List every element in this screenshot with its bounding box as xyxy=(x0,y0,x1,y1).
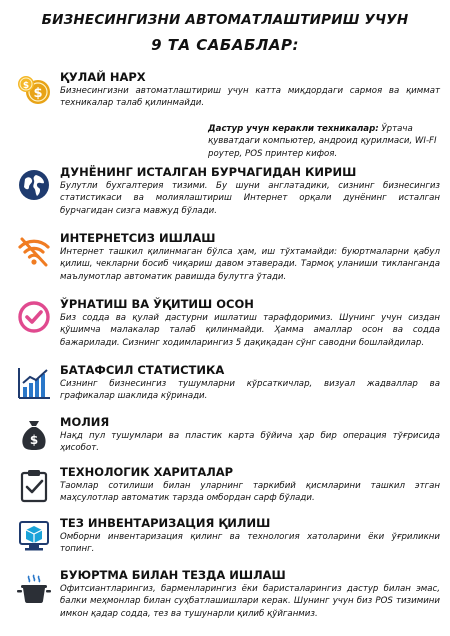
section-title: МОЛИЯ xyxy=(60,415,110,429)
section-finance xyxy=(16,415,440,461)
section-text: Биз содда ва қулай дастурни ишлатиш тарафдоримиз. Шунинг учун сиздан қўшимча малакалар талаб қилинмайди. Ҳамма амаллар осон ва содда бажарилади. Сизнинг ходимларингиз 5 дақиқадан сўнг саводни бошлайдилар. xyxy=(60,313,440,348)
section-note xyxy=(208,123,440,160)
section-fast-orders xyxy=(16,568,440,630)
section-title: БАТАФСИЛ СТАТИСТИКА xyxy=(60,363,225,377)
section-text: Интернет ташкил қилинмаган бўлса ҳам, иш тўхтамайди: буюртмаларни қабул қилиш, чекларни босиб чиқариш давом этаверади. Тармоқ уланиши тикланганда маълумотлар автоматик равишда булутга ўтади. xyxy=(60,247,440,282)
svg-text:$: $ xyxy=(33,86,43,101)
section-text: Булутли бухгалтерия тизими. Бу шуни англатадики, сизнинг бизнесингиз статистикаси ва молиялаштириш Интернет орқали дунёнинг исталган бурчагидан сизга мавжуд бўлади. xyxy=(60,181,440,216)
money-bag-icon xyxy=(16,417,52,453)
inventory-box-icon xyxy=(16,518,52,554)
section-global-access xyxy=(16,165,440,225)
section-title: ҚУЛАЙ НАРХ xyxy=(60,70,146,84)
section-text: Офитсиантларингиз, барменларингиз ёки бaристаларингиз дастур билан эмас, балки меҳмонлар билан суҳбатлашишлари керак. Шунинг учун биз POS тизимини имкон қадар содда, тез ва тушунарли қилиб қўйганмиз. xyxy=(60,584,440,619)
page-subtitle: 9 ТА САБАБЛАР: xyxy=(151,36,299,54)
bar-chart-icon xyxy=(16,365,52,401)
svg-text:$: $ xyxy=(22,81,30,91)
coins-icon xyxy=(16,72,52,108)
clipboard-check-icon xyxy=(16,467,52,503)
section-text: Сизнинг бизнесингиз тушумларни кўрсаткичлар, визуал жадваллар ва графикалар шаклида кўринади. xyxy=(60,379,440,402)
globe-icon xyxy=(16,167,52,203)
page-title: БИЗНЕСИНГИЗНИ АВТОМАТЛАШТИРИШ УЧУН xyxy=(41,12,409,28)
section-statistics xyxy=(16,363,440,409)
cooking-pot-icon xyxy=(16,570,52,606)
section-easy-setup xyxy=(16,297,440,359)
section-text: Таомлар сотилиши билан уларнинг таркибий қисмларини ташкил этган маҳсулотлар автоматик тарзда омбордан сарф бўлади. xyxy=(60,481,440,504)
section-inventory xyxy=(16,516,440,562)
check-circle-icon xyxy=(16,299,52,335)
section-affordable-price xyxy=(16,70,440,160)
section-offline-work xyxy=(16,231,440,291)
section-title: ЎРНАТИШ ВА ЎҚИТИШ ОСОН xyxy=(60,297,254,311)
section-tech-maps xyxy=(16,465,440,511)
section-text: Нақд пул тушумлари ва пластик карта бўйича ҳар бир операция тўғрисида ҳисобот. xyxy=(60,431,440,454)
note-label: Дастур учун керакли техникалар: xyxy=(208,124,379,134)
section-text: Бизнесингизни автоматлаштириш учун катта миқдордаги сармоя ва қиммат техникалар талаб қилинмайди. xyxy=(60,86,440,109)
section-title: ТЕХНОЛОГИК ХАРИТАЛАР xyxy=(60,465,234,479)
wifi-off-icon xyxy=(16,233,52,269)
section-title: ИНТЕРНЕТСИЗ ИШЛАШ xyxy=(60,231,216,245)
section-title: ДУНЁНИНГ ИСТАЛГАН БУРЧАГИДАН КИРИШ xyxy=(60,165,357,179)
note-text: Ўртача қувватдаги компьютер, андроид қурилмаси, WI-FI роутер, POS принтер кифоя. xyxy=(208,124,437,159)
svg-text:$: $ xyxy=(29,433,39,447)
section-text: Омборни инвентаризация қилинг ва технология хатоларини ёки ўғриликни топинг. xyxy=(60,532,440,555)
section-title: ТЕЗ ИНВЕНТАРИЗАЦИЯ ҚИЛИШ xyxy=(60,516,271,530)
section-title: БУЮРТМА БИЛАН ТЕЗДА ИШЛАШ xyxy=(60,568,286,582)
